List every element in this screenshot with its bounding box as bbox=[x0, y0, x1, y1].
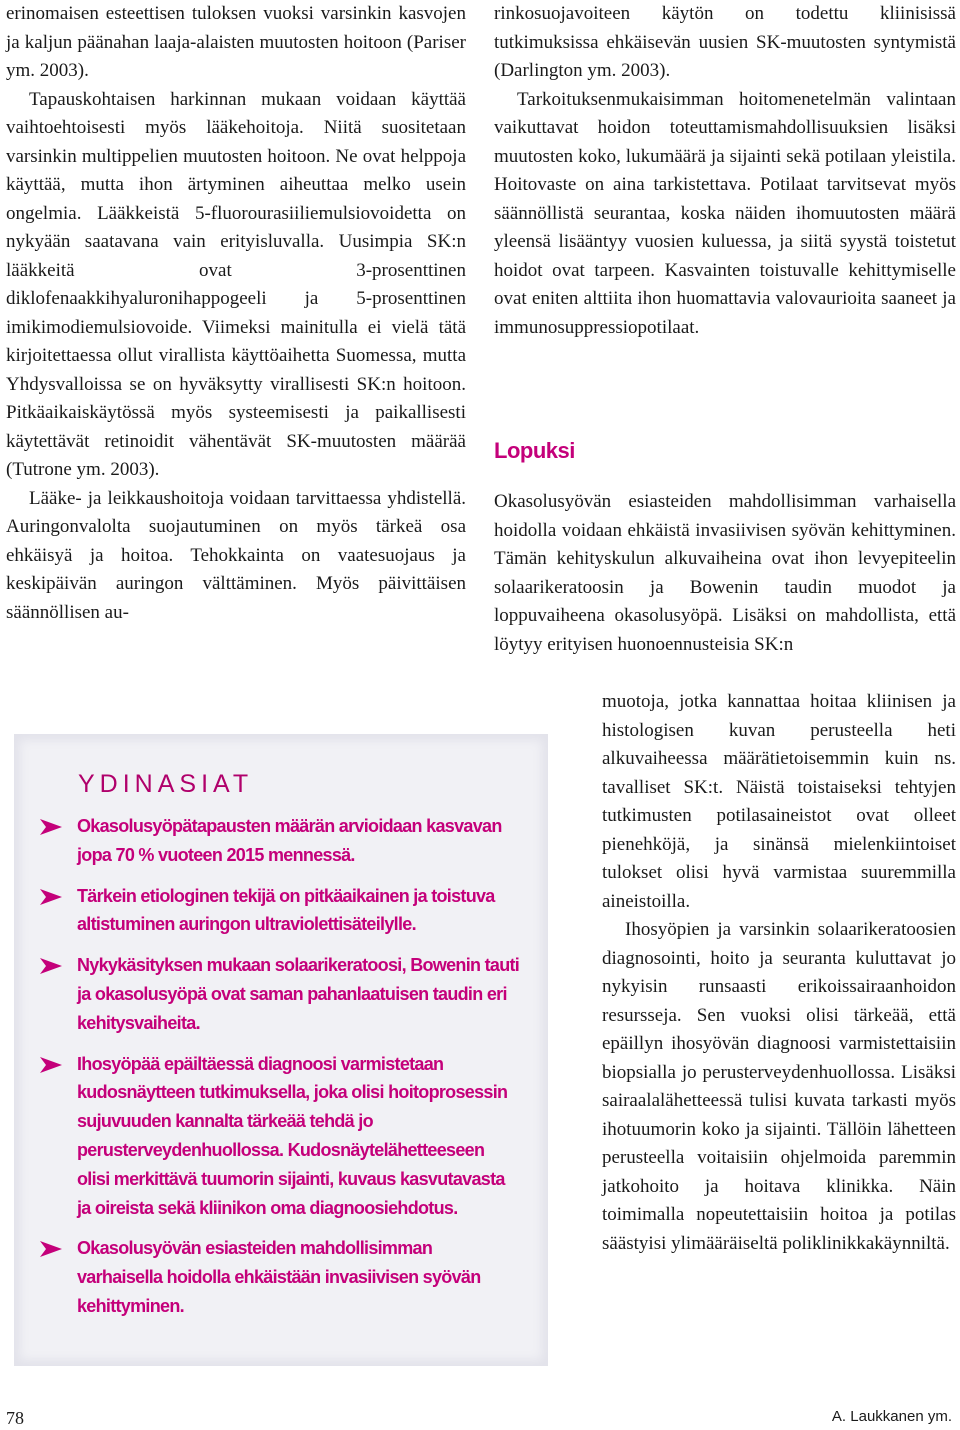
section-heading: Lopuksi bbox=[494, 438, 575, 463]
arrowhead-icon bbox=[40, 958, 62, 974]
key-point-text: Ihosyöpää epäiltäessä diagnoosi varmistetaan kudosnäytteen tutkimuksella, joka olisi hoitoprosessin sujuvuuden kannalta tärkeää tehdä jo perusterveydenhuollossa. Kudosnäytelähetteeseen olisi merkittävä tuumorin sijainti, kuvaus kasvutavasta ja oireista sekä kliinikon oma diagnoosiehdotus. bbox=[77, 1053, 508, 1218]
running-author: A. Laukkanen ym. bbox=[831, 1408, 952, 1425]
paragraph: Tarkoituksenmukaisimman hoitomenetelmän valintaan vaikuttavat hoidon toteuttamismahdollisuuksien lisäksi muutosten koko, lukumäärä ja sijainti sekä potilaan yleistila. Hoitovaste on aina tarkistettava. Potilaat tarvitsevat myös säännöllistä seurantaa, koska näiden ihomuutosten määrä yleensä lisääntyy vuosien kuluessa, ja siitä syystä toistetut hoidot ovat tarpeen. Kasvainten toistuvalle kehittymiselle ovat eniten alttiita ihon huomattavia valovaurioita saaneet ja immunosuppressiopotilaat. bbox=[494, 88, 956, 338]
arrowhead-icon bbox=[40, 819, 62, 835]
right-column-narrow bbox=[602, 688, 956, 1258]
paragraph: Okasolusyövän esiasteiden mahdollisimman varhaisella hoidolla voidaan ehkäistä invasiivisen syövän kehittyminen. Tämän kehityskulun alkuvaiheina ovat ihon levyepiteelin solaarikeratoosin ja Bowenin taudin muodot ja loppuvaiheena okasolusyöpä. Lisäksi on mahdollista, että löytyy erityisen huonoennusteisia SK:n bbox=[494, 491, 956, 655]
key-point-item bbox=[40, 1234, 520, 1320]
key-point-item bbox=[40, 1050, 520, 1223]
key-point-text: Nykykäsityksen mukaan solaarikeratoosi, Bowenin tauti ja okasolusyöpä ovat saman pahanlaatuisen taudin eri kehitysvaiheita. bbox=[77, 955, 520, 1033]
paragraph: Tapauskohtaisen harkinnan mukaan voidaan käyttää vaihtoehtoisesti myös lääkehoitoja. Niitä suositetaan varsinkin multippelien muutosten hoitoon. Ne ovat helppoja käyttää, mutta ihon ärtyminen aiheuttaa melko usein ongelmia. Lääkkeistä 5-fluorourasiiliemulsiovoidetta on nykyään saatavana vain erityisluvalla. Uusimpia SK:n lääkkeitä ovat 3-prosenttinen diklofenaakkihyaluronihappogeeli ja 5-prosenttinen imikimodiemulsiovoide. Viimeksi mainitulla ei vielä tätä kirjoitettaessa ollut virallista käyttöaihetta Suomessa, mutta Yhdysvalloissa se on hyväksytty virallisesti SK:n hoitoon. Pitkäaikaiskäytössä myös systeemisesti ja paikallisesti käytettävät retinoidit vähentävät SK-muutosten määrää (Tutrone ym. 2003). bbox=[6, 88, 466, 480]
key-point-item bbox=[40, 951, 520, 1037]
key-point-item bbox=[40, 882, 520, 940]
key-points-list bbox=[40, 812, 520, 1333]
right-column-lower bbox=[494, 488, 956, 659]
key-point-item bbox=[40, 812, 520, 870]
paragraph: rinkosuojavoiteen käytön on todettu kliinisissä tutkimuksissa ehkäisevän uusien SK-muutosten syntymistä (Darlington ym. 2003). bbox=[494, 3, 956, 81]
key-point-text: Tärkein etiologinen tekijä on pitkäaikainen ja toistuva altistuminen auringon ultraviolettisäteilylle. bbox=[77, 885, 495, 935]
key-points-title: YDINASIAT bbox=[78, 770, 254, 798]
paragraph: Ihosyöpien ja varsinkin solaarikeratoosien diagnosointi, hoito ja seuranta kuluttavat jo nykyisin runsaasti erikoissairaanhoidon resursseja. Sen vuoksi olisi tärkeää, että epäillyn ihosyövän diagnoosi varmistettaisiin biopsialla jo perusterveydenhuollossa. Lisäksi sairaalalähetteessä tulisi kuvata tarkasti myös ihotuumorin koko ja sijainti. Tällöin lähetteen perusteella voitaisiin ohjelmoida paremmin jatkohoito ja hoitava klinikka. Näin toimimalla nopeutettaisiin hoitoa ja potilas säästyisi ylimääräiseltä poliklinikkakäynniltä. bbox=[602, 919, 956, 1254]
left-column bbox=[6, 0, 466, 627]
arrowhead-icon bbox=[40, 1241, 62, 1257]
arrowhead-icon bbox=[40, 889, 62, 905]
paragraph: erinomaisen esteettisen tuloksen vuoksi varsinkin kasvojen ja kaljun päänahan laaja-alaisten muutosten hoitoon (Pariser ym. 2003). bbox=[6, 3, 466, 81]
key-point-text: Okasolusyövän esiasteiden mahdollisimman varhaisella hoidolla ehkäistään invasiivisen syövän kehittyminen. bbox=[77, 1238, 481, 1316]
right-column-top bbox=[494, 0, 956, 342]
key-point-text: Okasolusyöpätapausten määrän arvioidaan kasvavan jopa 70 % vuoteen 2015 mennessä. bbox=[77, 816, 502, 865]
page-number: 78 bbox=[6, 1408, 24, 1428]
paragraph-continuation: muotoja, jotka kannattaa hoitaa kliinisen ja histologisen kuvan perusteella heti alkuvaiheessa määrätietoisemmin kuin ns. tavalliset SK:t. Näistä toistaiseksi tehtyjen tutkimusten potilasaineistot ovat olleet pienehköjä, ja sinänsä mielenkiintoiset tulokset olisi hyvä varmistaa suuremmilla aineistoilla. bbox=[602, 691, 956, 912]
paragraph: Lääke- ja leikkaushoitoja voidaan tarvittaessa yhdistellä. Auringonvalolta suojautuminen on myös tärkeä osa ehkäisyä ja hoitoa. Tehokkainta on vaatesuojaus ja keskipäivän auringon välttäminen. Myös päivittäisen säännöllisen au- bbox=[6, 487, 466, 623]
arrowhead-icon bbox=[40, 1057, 62, 1073]
